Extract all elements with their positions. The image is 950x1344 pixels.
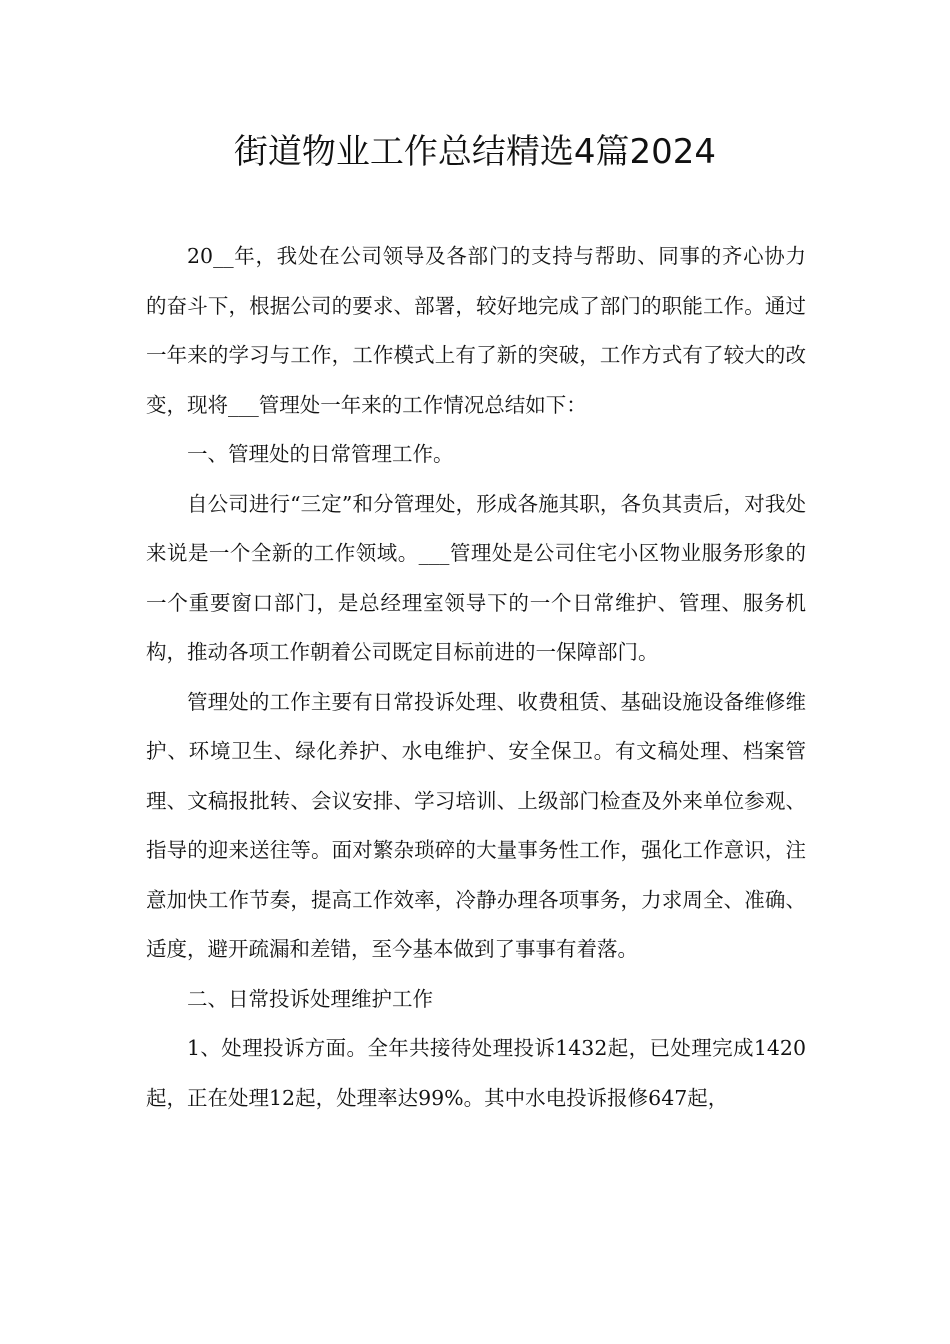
section-heading-1: 一、管理处的日常管理工作。 [187,442,454,466]
paragraph-section-2a: 1、处理投诉方面。全年共接待处理投诉1432起，已处理完成1420起，正在处理12起，处理率达99%。其中水电投诉报修647起， [146,1036,806,1110]
section-heading-2: 二、日常投诉处理维护工作 [187,986,433,1011]
document-body [146,232,806,1123]
paragraph-section-1b: 管理处的工作主要有日常投诉处理、收费租赁、基础设施设备维修维护、环境卫生、绿化养护、水电维护、安全保卫。有文稿处理、档案管理、文稿报批转、会议安排、学习培训、上级部门检查及外来单位参观、指导的迎来送往等。面对繁杂琐碎的大量事务性工作，强化工作意识，注意加快工作节奏，提高工作效率，冷静办理各项事务，力求周全、准确、适度，避开疏漏和差错，至今基本做到了事事有着落。 [146,689,806,961]
paragraph-section-1a: 自公司进行“三定”和分管理处，形成各施其职，各负其责后，对我处来说是一个全新的工作领域。___管理处是公司住宅小区物业服务形象的一个重要窗口部门，是总经理室领导下的一个日常维护、管理、服务机构，推动各项工作朝着公司既定目标前进的一保障部门。 [146,491,806,664]
paragraph-intro: 20__年，我处在公司领导及各部门的支持与帮助、同事的齐心协力的奋斗下，根据公司的要求、部署，较好地完成了部门的职能工作。通过一年来的学习与工作，工作模式上有了新的突破，工作方式有了较大的改变，现将___管理处一年来的工作情况总结如下： [146,244,806,417]
document-title: 街道物业工作总结精选4篇2024 [233,132,717,172]
